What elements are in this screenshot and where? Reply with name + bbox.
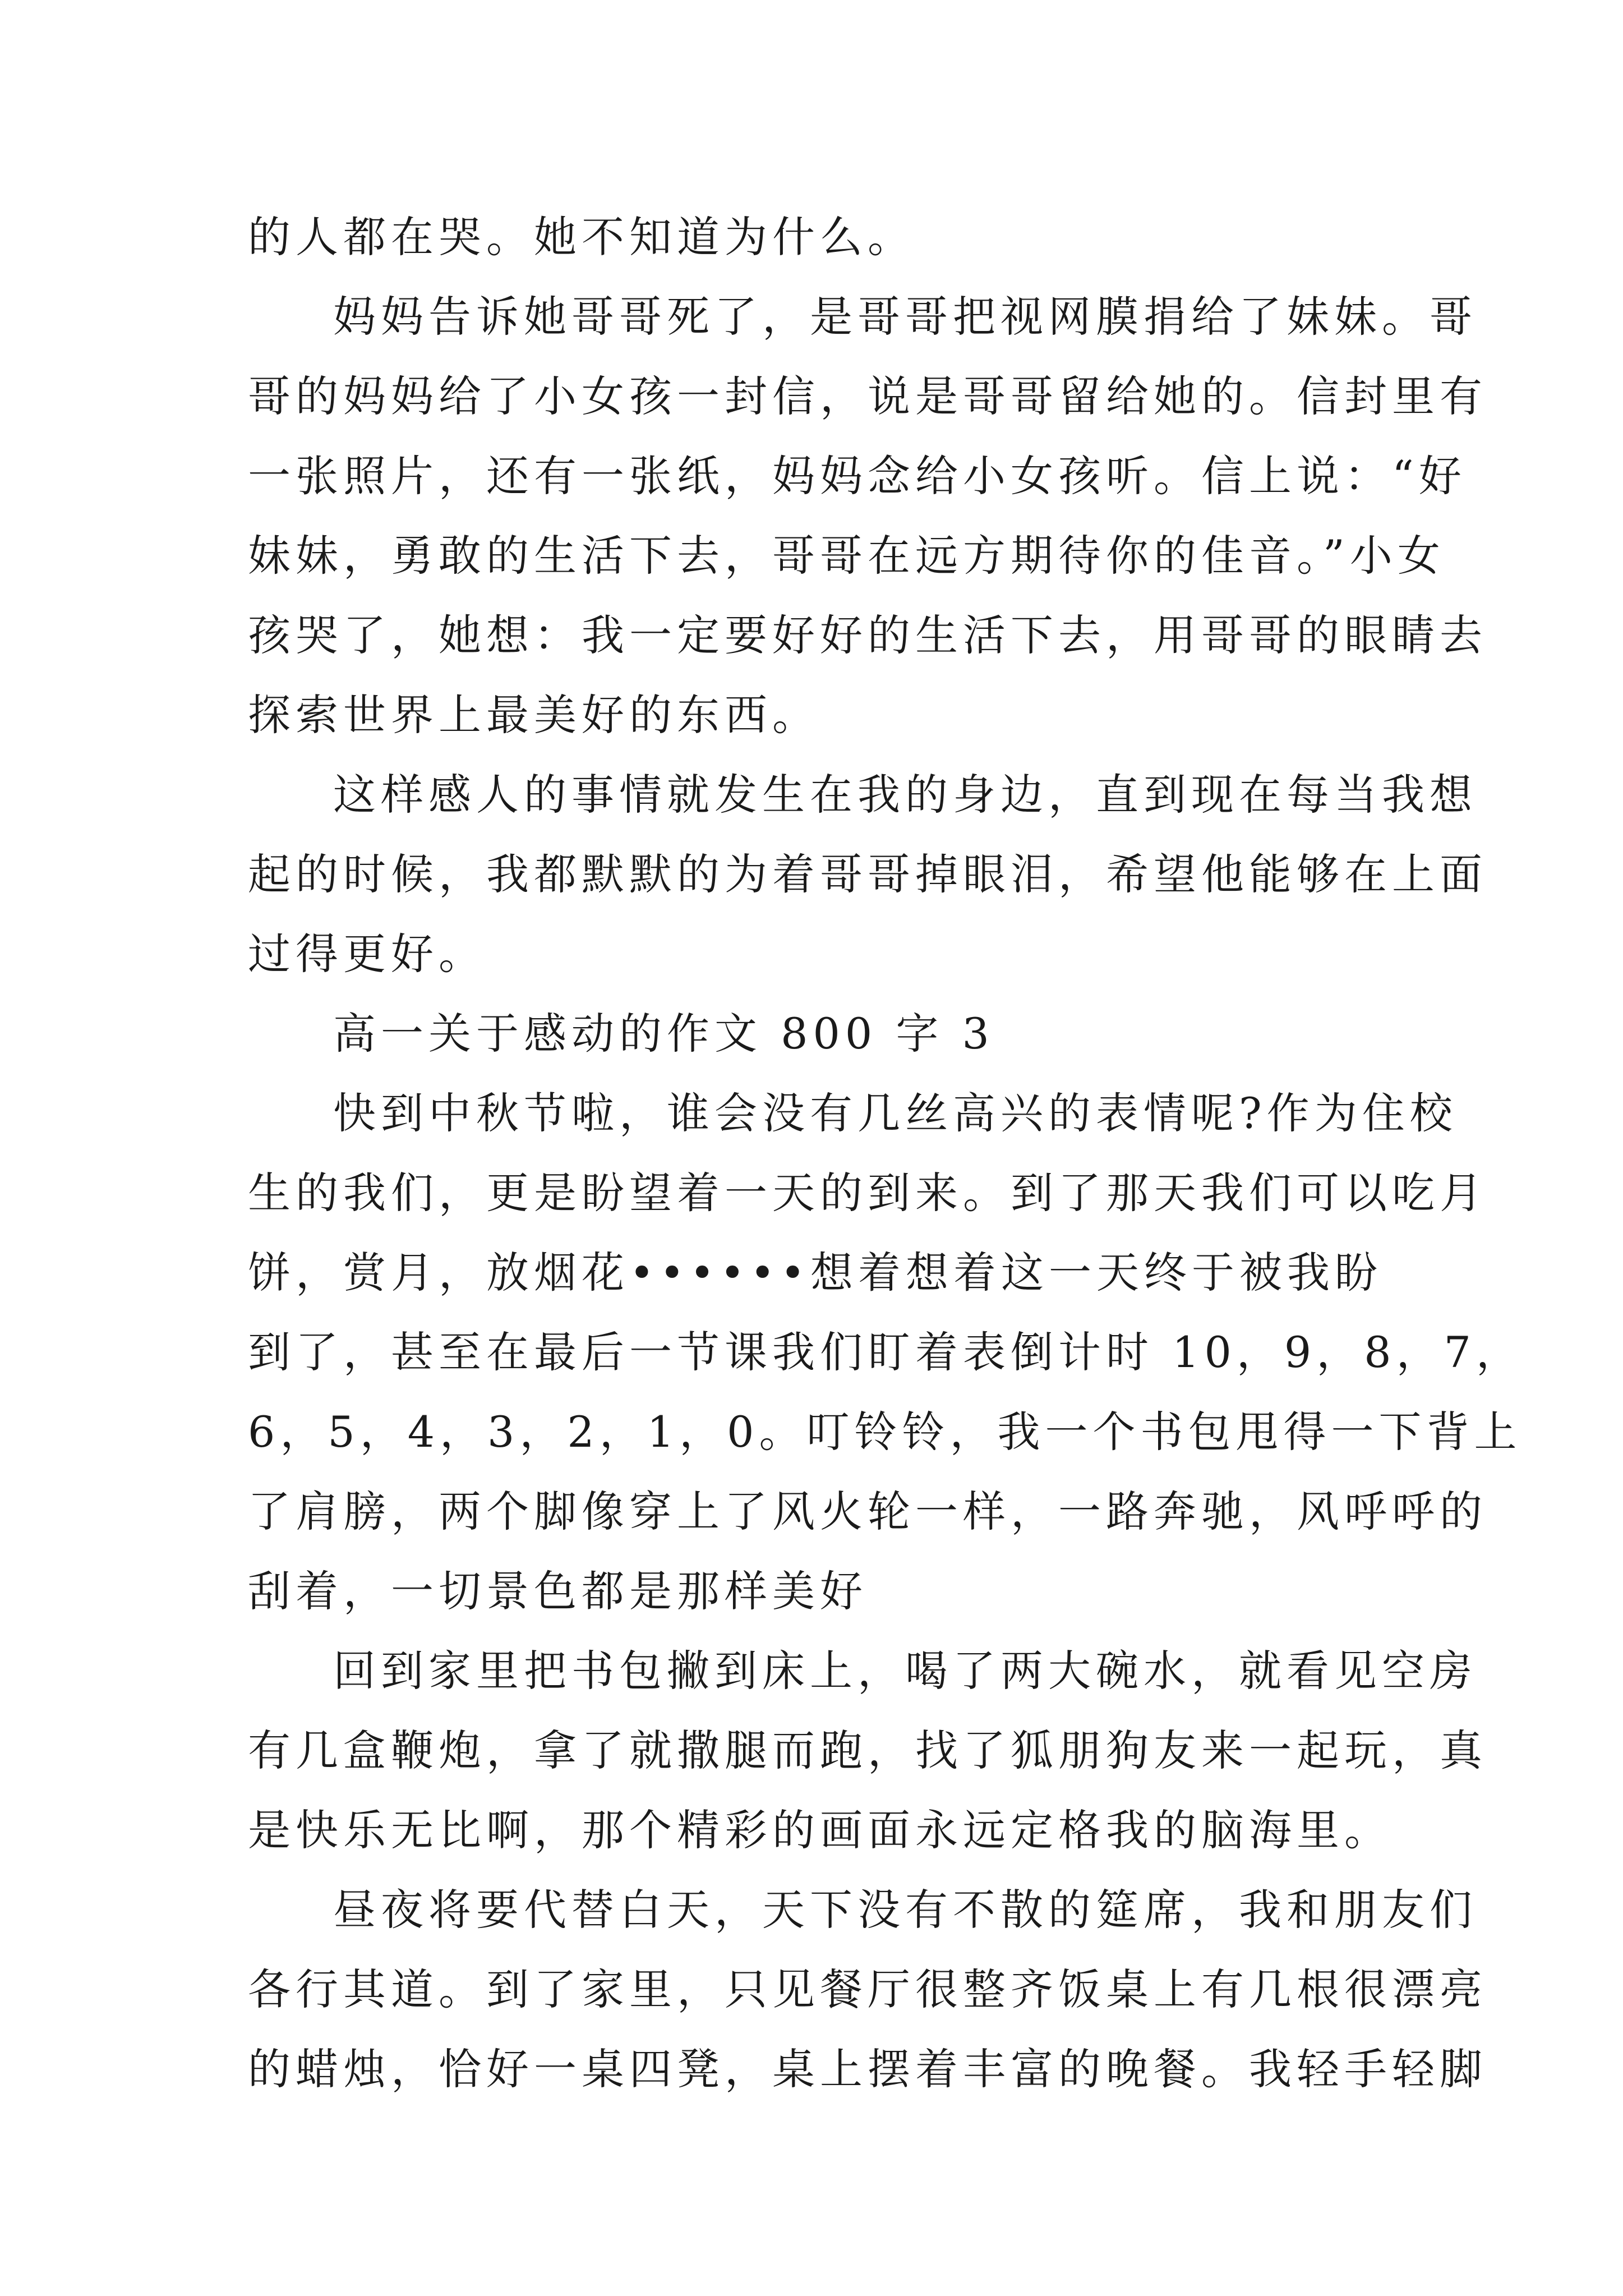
text-line: 过得更好。 [248,929,486,979]
text-line: 探索世界上最美好的东西。 [248,690,820,740]
text-line: 快到中秋节啦，谁会没有几丝高兴的表情呢?作为住校 [333,1088,1458,1138]
text-line: 各行其道。到了家里，只见餐厅很整齐饭桌上有几根很漂亮 [248,1964,1487,2014]
text-line: 妹妹，勇敢的生活下去，哥哥在远方期待你的佳音。”小女 [248,531,1445,581]
text-line: 6，5，4，3，2，1，0。叮铃铃，我一个书包甩得一下背上 [248,1407,1522,1457]
text-line: 到了，甚至在最后一节课我们盯着表倒计时 10，9，8，7， [248,1327,1524,1377]
text-line: 哥的妈妈给了小女孩一封信，说是哥哥留给她的。信封里有 [248,371,1487,421]
text-line: 饼，赏月，放烟花••••••想着想着这一天终于被我盼 [248,1248,1382,1297]
text-line: 生的我们，更是盼望着一天的到来。到了那天我们可以吃月 [248,1168,1487,1218]
text-line: 起的时候，我都默默的为着哥哥掉眼泪，希望他能够在上面 [248,849,1487,899]
text-line: 回到家里把书包撇到床上，喝了两大碗水，就看见空房 [333,1646,1477,1696]
section-heading: 高一关于感动的作文 800 字 3 [333,1009,994,1059]
document-body [248,197,1524,2109]
text-line: 的人都在哭。她不知道为什么。 [248,212,915,262]
text-line: 是快乐无比啊，那个精彩的画面永远定格我的脑海里。 [248,1805,1392,1855]
text-line: 这样感人的事情就发生在我的身边，直到现在每当我想 [333,770,1477,820]
text-line: 的蜡烛，恰好一桌四凳，桌上摆着丰富的晚餐。我轻手轻脚 [248,2044,1487,2094]
text-line: 孩哭了，她想：我一定要好好的生活下去，用哥哥的眼睛去 [248,610,1487,660]
text-line: 有几盒鞭炮，拿了就撒腿而跑，找了狐朋狗友来一起玩，真 [248,1726,1487,1775]
text-line: 妈妈告诉她哥哥死了，是哥哥把视网膜捐给了妹妹。哥 [333,292,1477,342]
text-line: 昼夜将要代替白天，天下没有不散的筵席，我和朋友们 [333,1885,1477,1935]
text-line: 了肩膀，两个脚像穿上了风火轮一样，一路奔驰，风呼呼的 [248,1487,1487,1536]
text-line: 刮着，一切景色都是那样美好 [248,1566,868,1616]
text-line: 一张照片，还有一张纸，妈妈念给小女孩听。信上说：“好 [248,451,1467,501]
